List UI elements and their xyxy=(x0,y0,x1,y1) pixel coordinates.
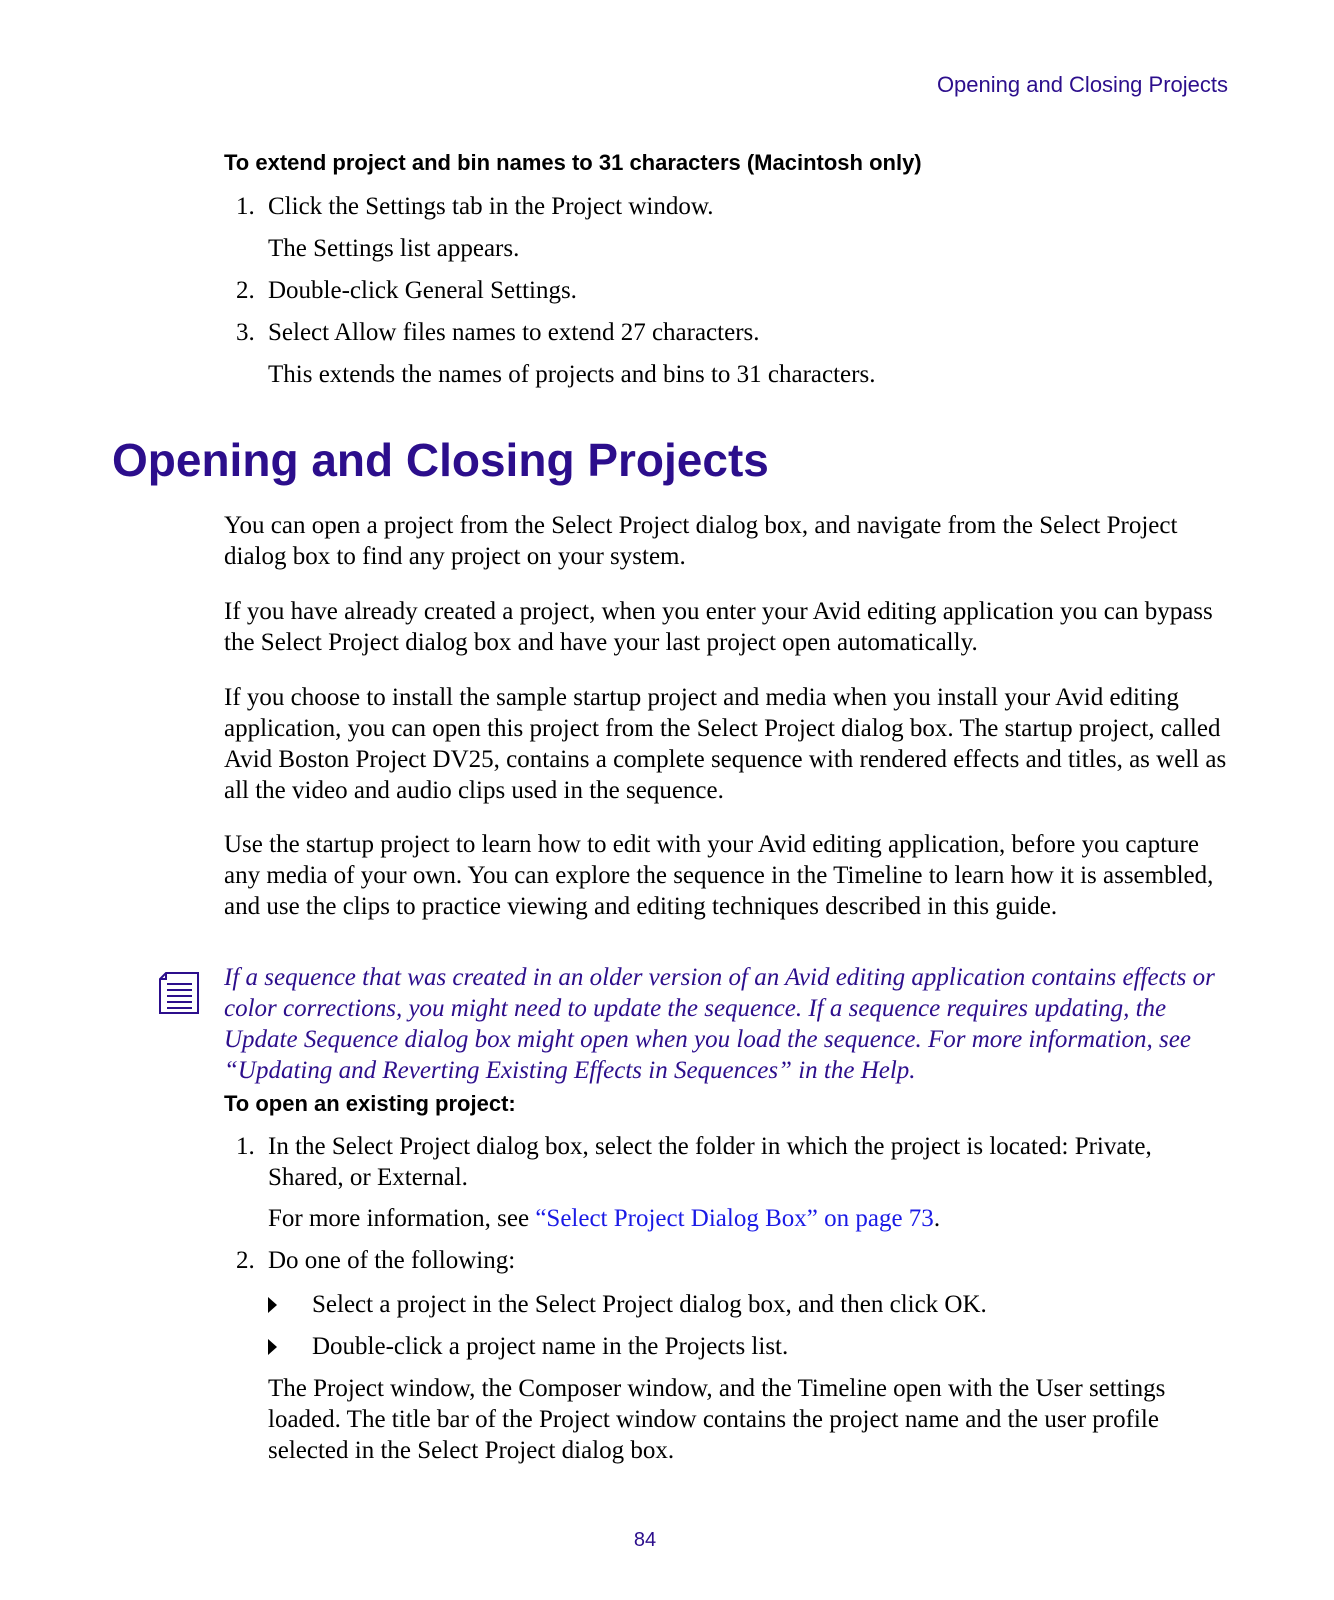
step-text: In the Select Project dialog box, select the folder in which the project is located: Private, Shared, or External. xyxy=(268,1133,1152,1191)
step-result: This extends the names of projects and bins to 31 characters. xyxy=(268,361,876,388)
body-paragraph: You can open a project from the Select Project dialog box, and navigate from the Select Project dialog box to find any project on your system. xyxy=(224,512,1178,570)
running-header: Opening and Closing Projects xyxy=(936,72,1228,97)
section-title: Opening and Closing Projects xyxy=(112,434,769,486)
step-text: Select Allow files names to extend 27 characters. xyxy=(268,319,760,346)
step-result: The Settings list appears. xyxy=(268,235,520,262)
body-paragraph: Use the startup project to learn how to edit with your Avid editing application, before you capture any media of your own. You can explore the sequence in the Timeline to learn how it is assembled, and use the clips to practice viewing and editing techniques described in this guide. xyxy=(224,831,1214,920)
note-icon xyxy=(158,971,200,1015)
step-info xyxy=(268,1203,1224,1234)
step-number: 2. xyxy=(236,277,255,304)
cross-reference-link[interactable]: “Select Project Dialog Box” on page 73 xyxy=(535,1205,934,1232)
procedure-heading-open-project: To open an existing project: xyxy=(224,1091,516,1116)
body-paragraph: If you choose to install the sample startup project and media when you install your Avid editing application, you can open this project from the Select Project dialog box. The startup project, called Avid Boston Project DV25, contains a complete sequence with rendered effects and titles, as well as all the video and audio clips used in the sequence. xyxy=(224,684,1227,804)
step-info-suffix: . xyxy=(933,1205,941,1232)
step-text: Do one of the following: xyxy=(268,1247,516,1274)
note-text: If a sequence that was created in an older version of an Avid editing application contains effects or color corrections, you might need to update the sequence. If a sequence requires updating, the Update Sequence dialog box might open when you load the sequence. For more information, see “Updating and Reverting Existing Effects in Sequences” in the Help. xyxy=(224,964,1215,1084)
step-number: 3. xyxy=(236,319,255,346)
step-info-prefix: For more information, see xyxy=(268,1205,536,1232)
step-result: The Project window, the Composer window, and the Timeline open with the User settings loaded. The title bar of the Project window contains the project name and the user profile selected in the Select Project dialog box. xyxy=(268,1375,1166,1464)
step-number: 2. xyxy=(236,1247,255,1274)
bullet-arrow-icon xyxy=(268,1339,277,1355)
step-number: 1. xyxy=(236,193,255,220)
page-number: 84 xyxy=(633,1529,657,1551)
step-text: Click the Settings tab in the Project window. xyxy=(268,193,714,220)
procedure-heading-extend-names: To extend project and bin names to 31 characters (Macintosh only) xyxy=(224,150,922,175)
bullet-arrow-icon xyxy=(268,1297,277,1313)
bullet-text: Select a project in the Select Project dialog box, and then click OK. xyxy=(312,1291,987,1318)
step-text: Double-click General Settings. xyxy=(268,277,577,304)
bullet-text: Double-click a project name in the Projects list. xyxy=(312,1333,789,1360)
body-paragraph: If you have already created a project, when you enter your Avid editing application you can bypass the Select Project dialog box and have your last project open automatically. xyxy=(224,598,1213,656)
step-number: 1. xyxy=(236,1133,255,1160)
